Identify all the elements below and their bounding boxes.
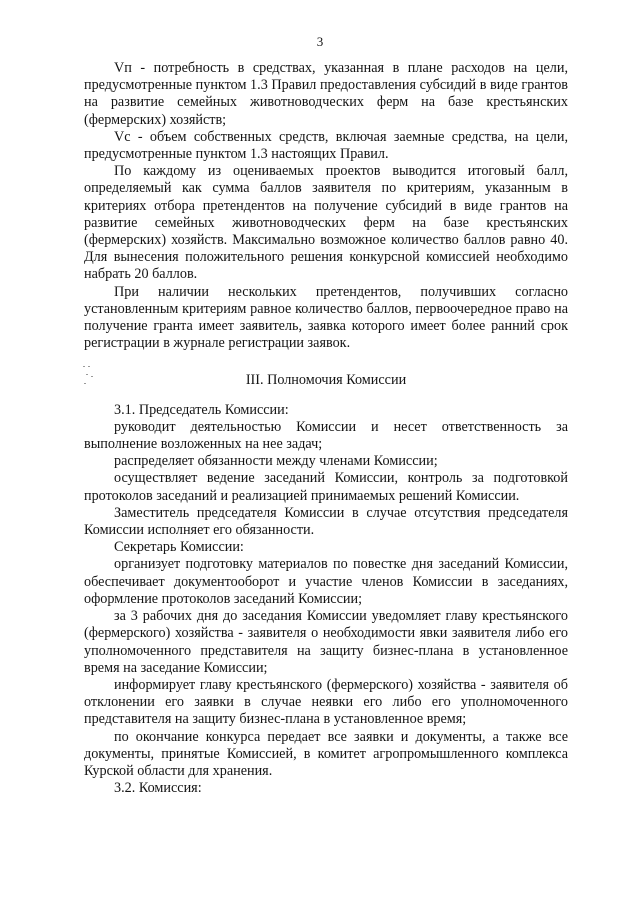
secretary-duty-item: за 3 рабочих дня до заседания Комиссии уведомляет главу крестьянского (фермерского) хозяйства - заявителя о необходимости явки заявителя либо его уполномоченного представителя на защиту бизнес-плана в установленное время на заседание Комиссии; xyxy=(84,608,568,676)
secretary-heading: Секретарь Комиссии: xyxy=(114,539,244,556)
chair-duty-item: руководит деятельностью Комиссии и несет ответственность за выполнение возложенных на нее задач; xyxy=(84,418,568,453)
paragraph-equal-scores: При наличии нескольких претендентов, получивших согласно установленным критериям равное количество баллов, первоочередное право на получение гранта имеет заявитель, заявка которого имеет более ранний срок регистрации в журнале регистрации заявок. xyxy=(84,283,568,352)
paragraph-vp-definition: Vп - потребность в средствах, указанная в плане расходов на цели, предусмотренные пунктом 1.3 Правил предоставления субсидий в виде грантов на развитие семейных животноводческих ферм на базе крестьянских (фермерских) хозяйств; xyxy=(84,60,568,128)
document-body xyxy=(84,60,568,797)
secretary-duty-item: организует подготовку материалов по повестке дня заседаний Комиссии, обеспечивает документооборот и участие членов Комиссии в заседаниях, оформление протоколов заседаний Комиссии; xyxy=(84,556,568,607)
subsection-heading-commission: 3.2. Комиссия: xyxy=(114,780,202,797)
page-number: 3 xyxy=(316,34,324,49)
secretary-duty-item: информирует главу крестьянского (фермерского) хозяйства - заявителя об отклонении его заявки в случае неявки его либо его уполномоченного представителя на защиту бизнес-плана в установленное время; xyxy=(84,676,568,728)
chair-duty-item: распределяет обязанности между членами Комиссии; xyxy=(114,453,438,470)
paragraph-total-score: По каждому из оцениваемых проектов выводится итоговый балл, определяемый как сумма баллов заявителя по критериям, указанным в критериях отбора претендентов на получение субсидий в виде грантов на развитие семейных животноводческих ферм на базе крестьянских (фермерских) хозяйств. Максимально возможное количество баллов равно 40. Для вынесения положительного решения конкурсной комиссией необходимо набрать 20 баллов. xyxy=(84,163,568,283)
deputy-paragraph: Заместитель председателя Комиссии в случае отсутствия председателя Комиссии исполняет его обязанности. xyxy=(84,504,568,539)
paragraph-vc-definition: Vс - объем собственных средств, включая заемные средства, на цели, предусмотренные пунктом 1.3 настоящих Правил. xyxy=(84,128,568,163)
chair-duty-item: осуществляет ведение заседаний Комиссии, контроль за подготовкой протоколов заседаний и реализацией принимаемых решений Комиссии. xyxy=(84,470,568,504)
section-heading: III. Полномочия Комиссии xyxy=(245,372,407,389)
secretary-duty-item: по окончание конкурса передает все заявки и документы, а также все документы, принятые Комиссией, в комитет агропромышленного комплекса Курской области для хранения. xyxy=(84,728,568,779)
subsection-heading-chair: 3.1. Председатель Комиссии: xyxy=(114,401,289,418)
